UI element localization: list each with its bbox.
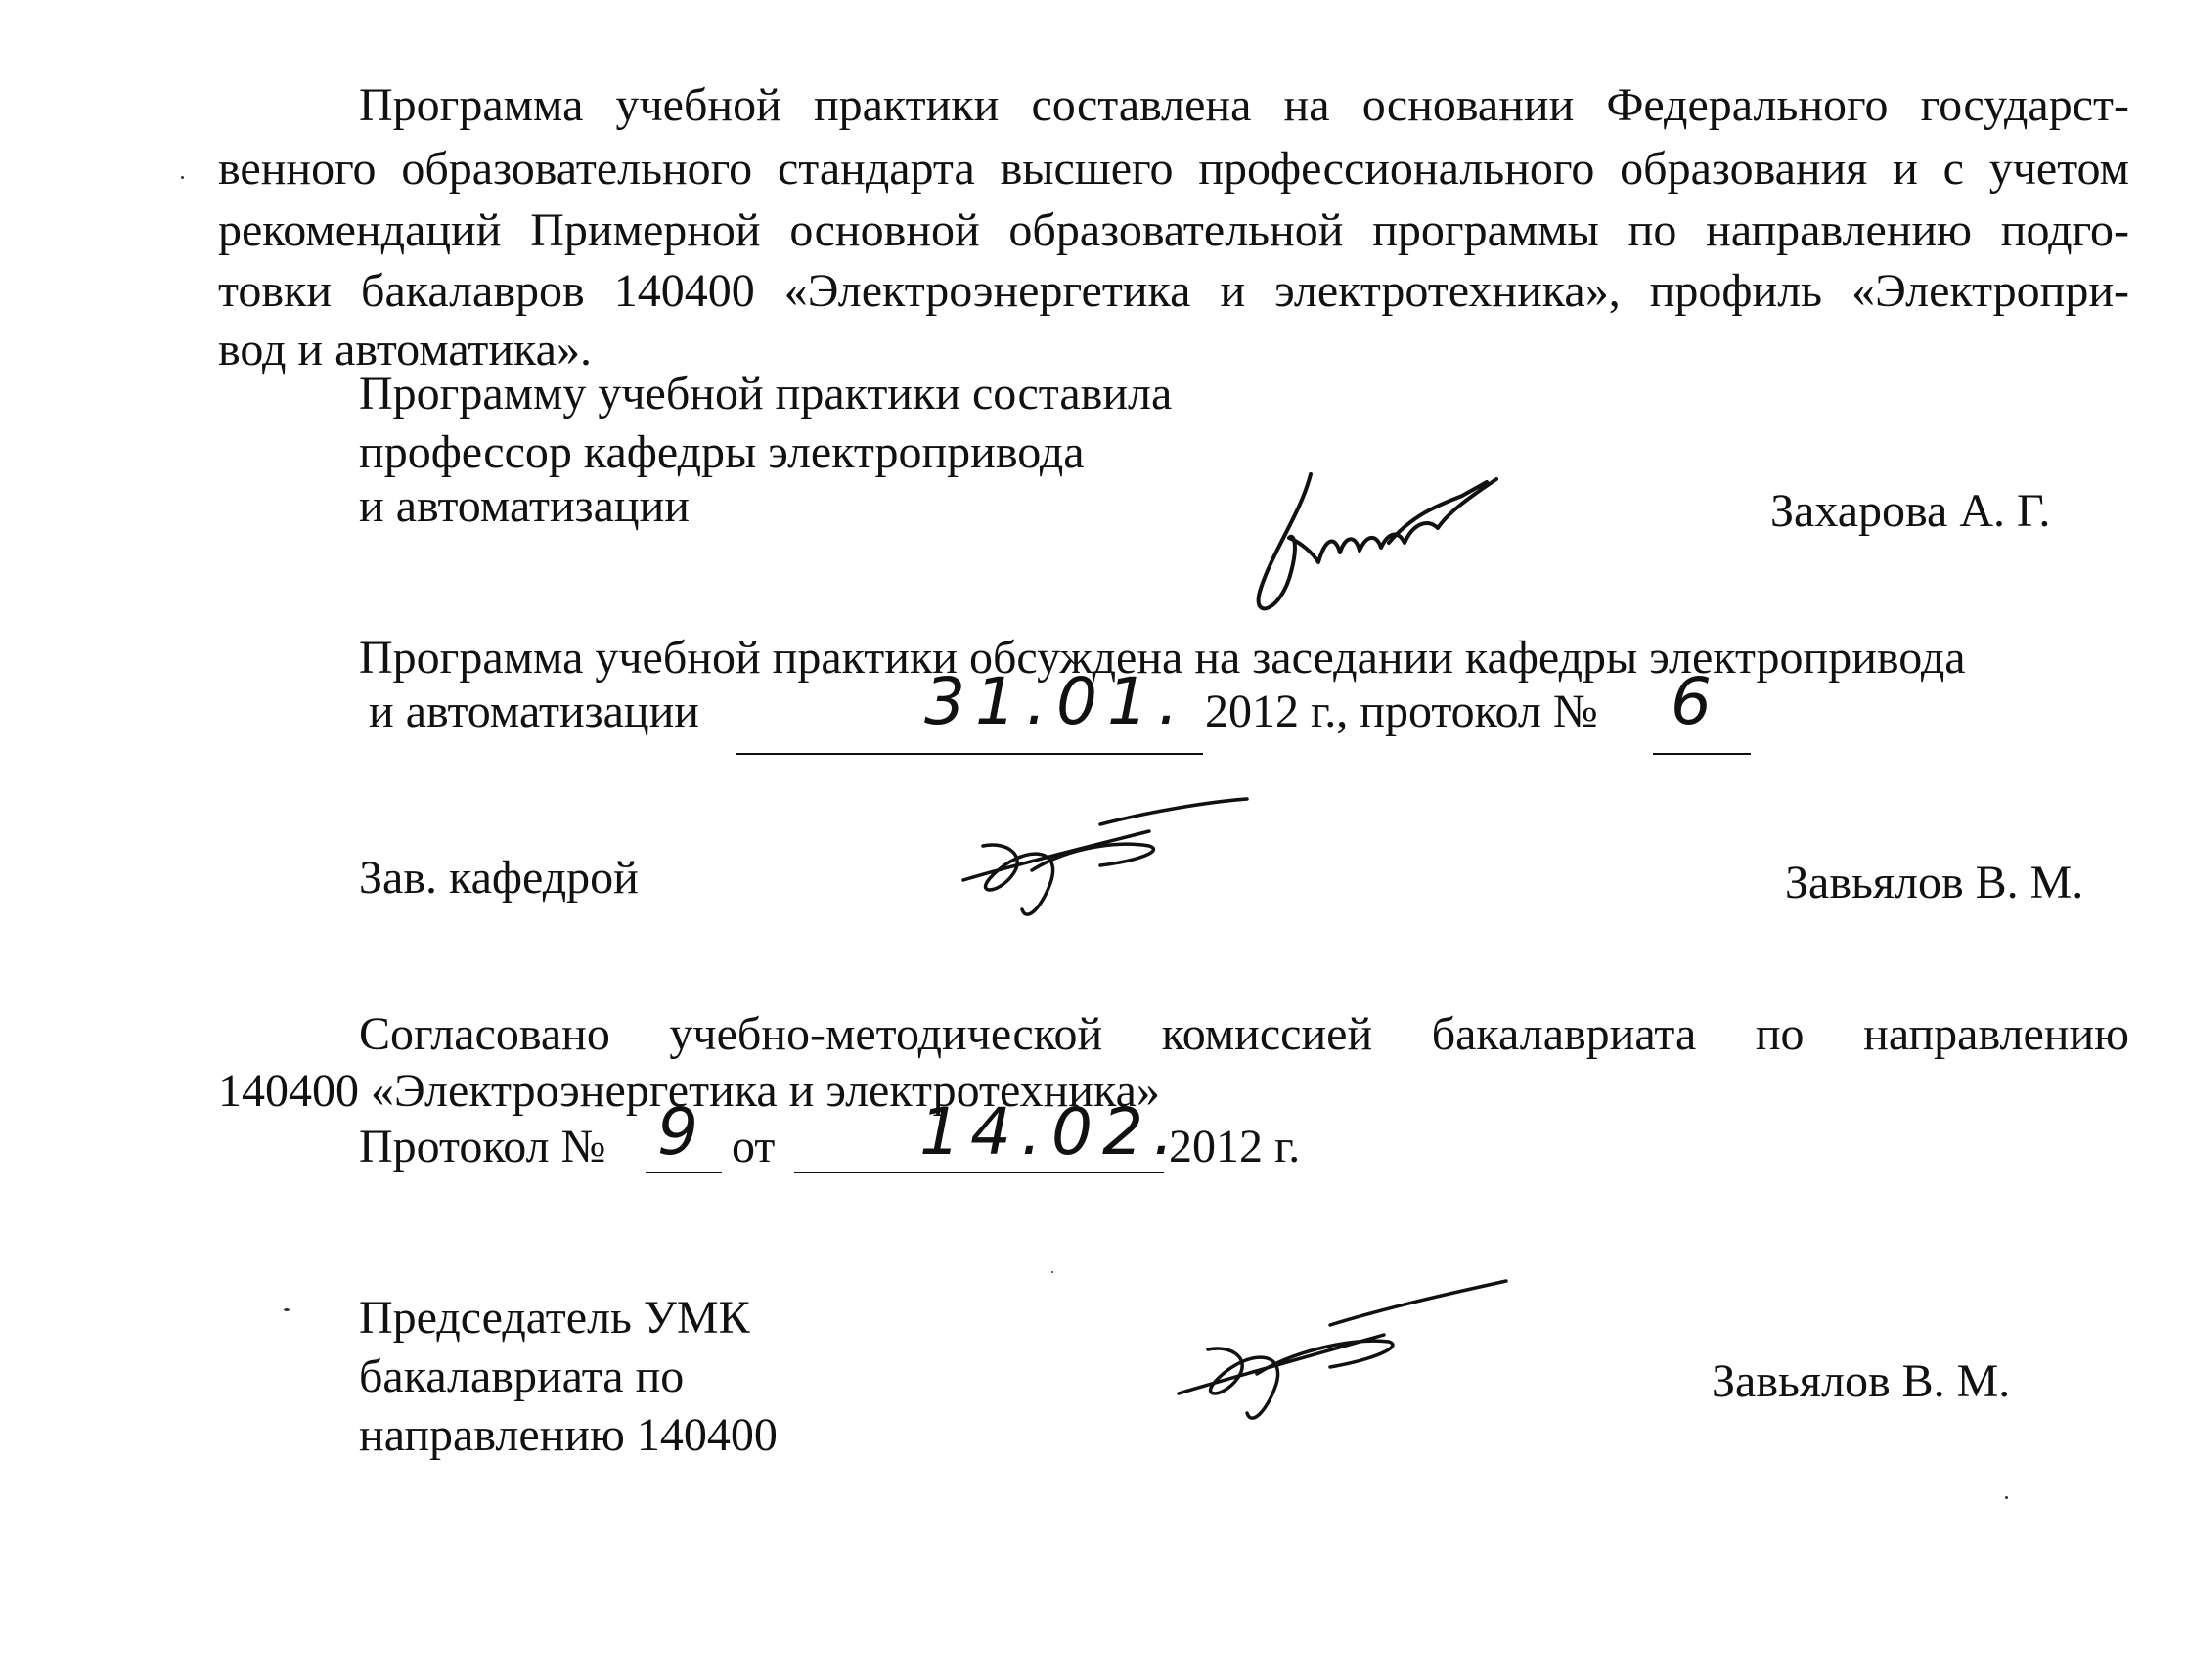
chairman-name: Завьялов В. М. (1712, 1355, 2011, 1407)
agreement-protocol-label: Протокол № (359, 1121, 606, 1172)
chairman-line-2: бакалавриата по (359, 1350, 685, 1402)
scan-speck (1051, 1271, 1053, 1273)
discussion-protocol-underline (1653, 753, 1751, 755)
author-line-3: и автоматизации (359, 480, 690, 532)
agreement-line-1: Согласовано учебно-методической комиссией бакалавриата по направлению (359, 1008, 2129, 1060)
discussion-line-1: Программа учебной практики обсуждена на заседании кафедры электропривода (359, 632, 1966, 684)
scan-speck (2005, 1496, 2008, 1499)
chairman-line-3: направлению 140400 (359, 1409, 778, 1461)
discussion-date-underline (736, 753, 1203, 755)
discussion-date-handwritten: 31.01. (924, 664, 1188, 739)
intro-line-2: венного образовательного стандарта высшего профессионального образования и с учетом (218, 143, 2129, 195)
scan-speck (284, 1308, 290, 1311)
chairman-line-1: Председатель УМК (359, 1292, 750, 1344)
agreement-line-2: 140400 «Электроэнергетика и электротехника» (218, 1065, 1160, 1117)
intro-line-3: рекомендаций Примерной основной образовательной программы по направлению подго- (218, 204, 2129, 256)
author-signature (1242, 445, 1575, 631)
intro-line-1: Программа учебной практики составлена на основании Федерального государст- (359, 79, 2129, 131)
author-line-1: Программу учебной практики составила (359, 368, 1173, 420)
head-title: Зав. кафедрой (359, 852, 639, 904)
agreement-protocol-underline (646, 1172, 722, 1173)
head-name: Завьялов В. М. (1785, 857, 2084, 908)
author-name: Захарова А. Г. (1770, 485, 2051, 537)
discussion-protocol-no: 6 (1671, 664, 1721, 739)
discussion-prefix: и автоматизации (369, 685, 699, 737)
agreement-year-text: 2012 г. (1169, 1121, 1301, 1172)
agreement-date-underline (794, 1172, 1164, 1173)
intro-line-5: вод и автоматика». (218, 324, 592, 376)
head-signature (954, 787, 1267, 924)
discussion-year-text: 2012 г., протокол № (1205, 685, 1598, 737)
scan-speck (181, 176, 184, 179)
chairman-signature (1169, 1271, 1521, 1428)
author-line-2: профессор кафедры электропривода (359, 426, 1085, 478)
agreement-protocol-no: 9 (657, 1094, 708, 1170)
intro-line-4: товки бакалавров 140400 «Электроэнергетика и электротехника», профиль «Электропри- (218, 265, 2129, 317)
agreement-date-handwritten: 14.02. (919, 1094, 1183, 1170)
agreement-from-label: от (732, 1121, 776, 1172)
